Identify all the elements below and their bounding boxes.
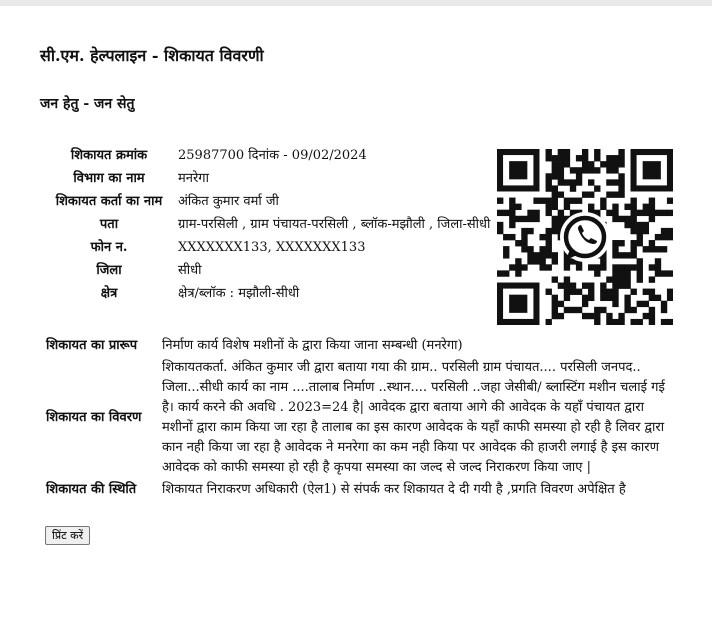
page-motto: जन हेतु - जन सेतु [40,96,135,112]
phone-label: फोन न. [90,240,128,255]
area-row [44,282,498,305]
department-label: विभाग का नाम [73,171,145,186]
complaint-detail-table [44,335,669,501]
status-row [44,479,669,501]
whatsapp-qr-code [497,149,673,325]
address-label: पता [99,217,119,232]
phone-row [44,236,498,259]
district-label: जिला [96,263,122,278]
format-label: शिकायत का प्रारूप [46,338,138,353]
status-label: शिकायत की स्थिति [46,482,137,497]
status-value: शिकायत निराकरण अधिकारी (ऐल1) से संपर्क कर शिकायत दे दी गयी है ,प्रगति विवरण अपेक्षित है [162,482,626,497]
complaint-number-row [44,144,498,167]
address-value: ग्राम-परसिली , ग्राम पंचायत-परसिली , ब्लॉक-मझौली , जिला-सीधी [178,217,491,232]
area-value: क्षेत्र/ब्लॉक : मझौली-सीधी [178,286,300,301]
complainant-label: शिकायत कर्ता का नाम [55,194,163,209]
area-label: क्षेत्र [100,286,118,301]
phone-value: XXXXXXX133, XXXXXXX133 [178,240,366,255]
address-row [44,213,498,236]
format-value: निर्माण कार्य विशेष मशीनों के द्वारा किया जाना सम्बन्धी (मनरेगा) [162,338,463,353]
complaint-number-label: शिकायत क्रमांक [70,148,148,163]
complaint-info-table [44,144,498,305]
whatsapp-icon [560,212,610,262]
description-value: शिकायतकर्ता. अंकित कुमार जी द्वारा बताया गया की ग्राम.. परसिली ग्राम पंचायत.... परसिली जनपद.. जिला...सीधी कार्य का नाम ....तालाब निर्माण ..स्थान.... परसिली ..जहा जेसीबी/ ब्लास्टिंग मशीन चलाई गई है। कार्य करने की अवधि . 2023=24 है| आवेदक द्वारा बताया आगे की आवेदक के यहाँ पंचायत द्वारा मशीनों द्वारा काम किया जा रहा है तालाब का इस कारण आवेदक के यहाँ काफी समस्या हो रही है लिवर द्वारा कान नही किया जा रहा है आवेदक ने मनरेगा का कम नही किया पर आवेदक की हाजरी लगाई है इस कारण आवेदक को काफी समस्या हो रही है कृपया समस्या का जल्द से जल्द निराकरण किया जाए | [162,360,665,475]
district-row [44,259,498,282]
department-value: मनरेगा [178,171,209,186]
complainant-value: अंकित कुमार वर्मा जी [178,194,279,209]
print-button[interactable]: प्रिंट करें [45,526,90,545]
district-value: सीधी [178,263,202,278]
top-bar [0,0,712,6]
format-row [44,335,669,357]
description-row [44,357,669,479]
complaint-number-value: 25987700 दिनांक - 09/02/2024 [178,148,367,163]
description-label: शिकायत का विवरण [46,410,142,425]
page-title: सी.एम. हेल्पलाइन - शिकायत विवरणी [40,46,264,65]
department-row [44,167,498,190]
complainant-row [44,190,498,213]
